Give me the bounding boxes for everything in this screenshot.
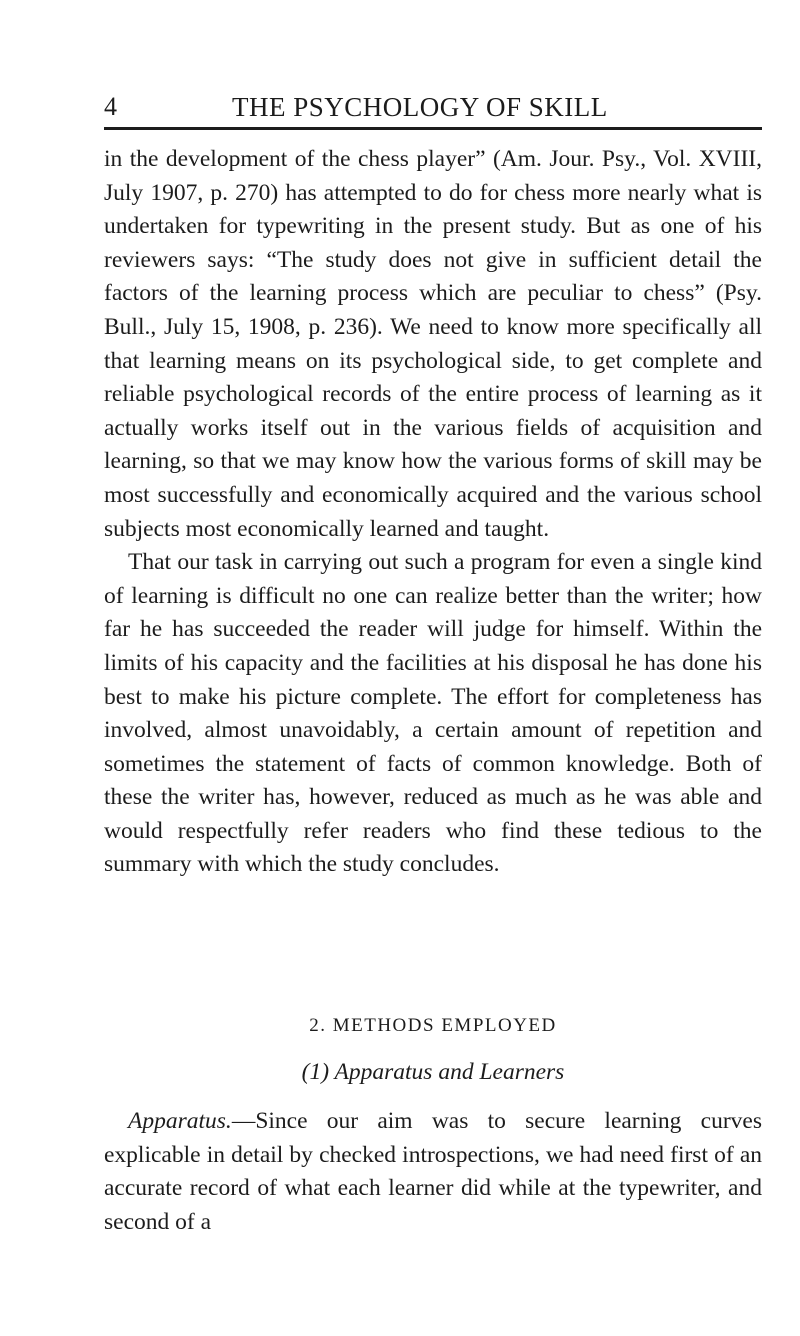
header-rule [104, 127, 762, 130]
subsection-heading: (1) Apparatus and Learners [301, 1059, 565, 1085]
body-text [104, 143, 762, 882]
running-title: THE PSYCHOLOGY OF SKILL [232, 92, 608, 122]
section-heading: 2. METHODS EMPLOYED [309, 1015, 557, 1036]
body-text-continued [104, 1105, 762, 1239]
run-in-heading: Apparatus. [128, 1108, 232, 1134]
running-head [104, 92, 762, 126]
paragraph-apparatus-text: —Since our aim was to secure learning curves explicable in detail by checked introspections, we had need first of an accurate record of what each learner did while at the typewriter, and second of a [104, 1108, 762, 1235]
page-number: 4 [104, 92, 117, 121]
paragraph-apparatus [104, 1105, 762, 1239]
paragraph: That our task in carrying out such a program for even a single kind of learning is difficult no one can realize better than the writer; how far he has succeeded the reader will judge for himself. Within the limits of his capacity and the facilities at his disposal he has done his best to make his picture complete. The effort for completeness has involved, almost unavoidably, a certain amount of repetition and sometimes the statement of facts of common knowledge. Both of these the writer has, however, reduced as much as he was able and would respectfully refer readers who find these tedious to the summary with which the study concludes. [104, 549, 762, 878]
paragraph-continued: in the development of the chess player” (Am. Jour. Psy., Vol. XVIII, July 1907, p. 270) has attempted to do for chess more nearly what is undertaken for typewriting in the present study. But as one of his reviewers says: “The study does not give in sufficient detail the factors of the learning process which are peculiar to chess” (Psy. Bull., July 15, 1908, p. 236). We need to know more specifically all that learning means on its psychological side, to get complete and reliable psychological records of the entire process of learning as it actually works itself out in the various fields of acquisition and learning, so that we may know how the various forms of skill may be most successfully and economically acquired and the various school subjects most economically learned and taught. [104, 146, 762, 542]
